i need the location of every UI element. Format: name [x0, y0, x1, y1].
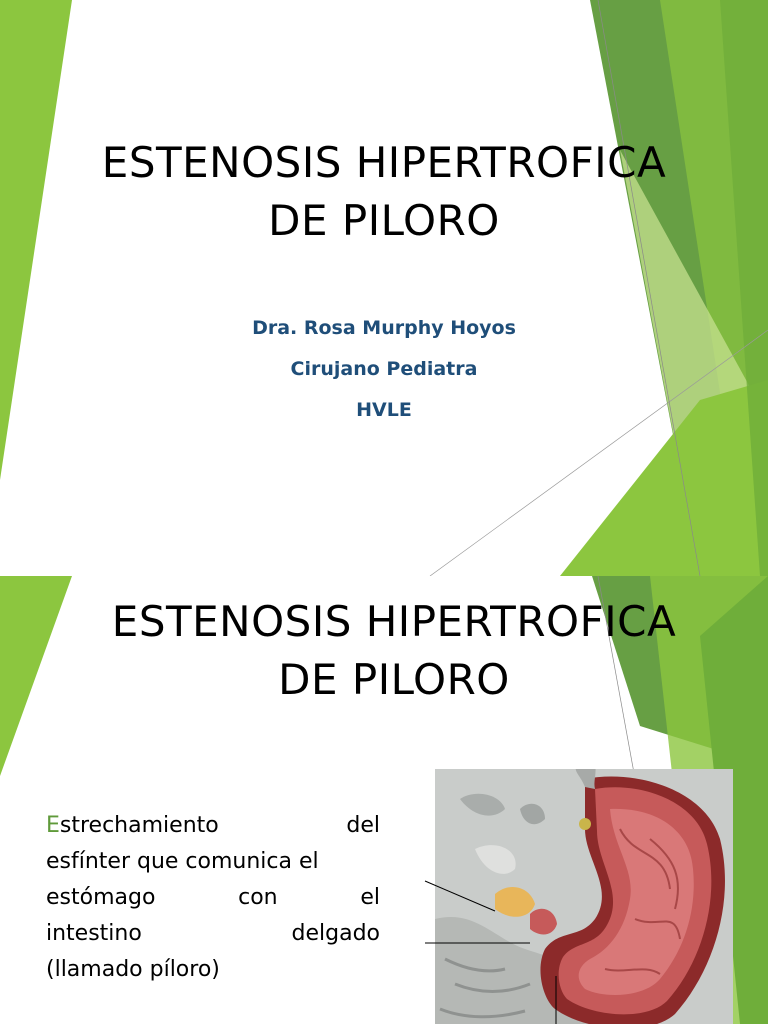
institution: HVLE	[356, 399, 412, 421]
text-word-rest: strechamiento	[59, 813, 219, 838]
title-line-2: DE PILORO	[268, 196, 500, 245]
text-word: estómago	[46, 885, 156, 910]
title-line-2: DE PILORO	[278, 655, 510, 704]
title-line-1: ESTENOSIS HIPERTROFICA	[111, 597, 677, 646]
text-line: esfínter que comunica el	[46, 849, 319, 874]
drop-cap: E	[46, 813, 60, 838]
text-word: el	[360, 885, 380, 910]
content-slide	[0, 576, 768, 1024]
slide-title	[0, 134, 768, 250]
text-word: con	[238, 885, 278, 910]
author-block	[0, 308, 768, 431]
text-word: del	[346, 813, 380, 838]
author-role: Cirujano Pediatra	[290, 358, 478, 380]
label-pointer-lines	[0, 576, 768, 1024]
text-word: delgado	[291, 921, 380, 946]
text-line: (llamado píloro)	[46, 957, 220, 982]
author-name: Dra. Rosa Murphy Hoyos	[252, 317, 516, 339]
text-word: intestino	[46, 921, 142, 946]
title-line-1: ESTENOSIS HIPERTROFICA	[101, 138, 667, 187]
